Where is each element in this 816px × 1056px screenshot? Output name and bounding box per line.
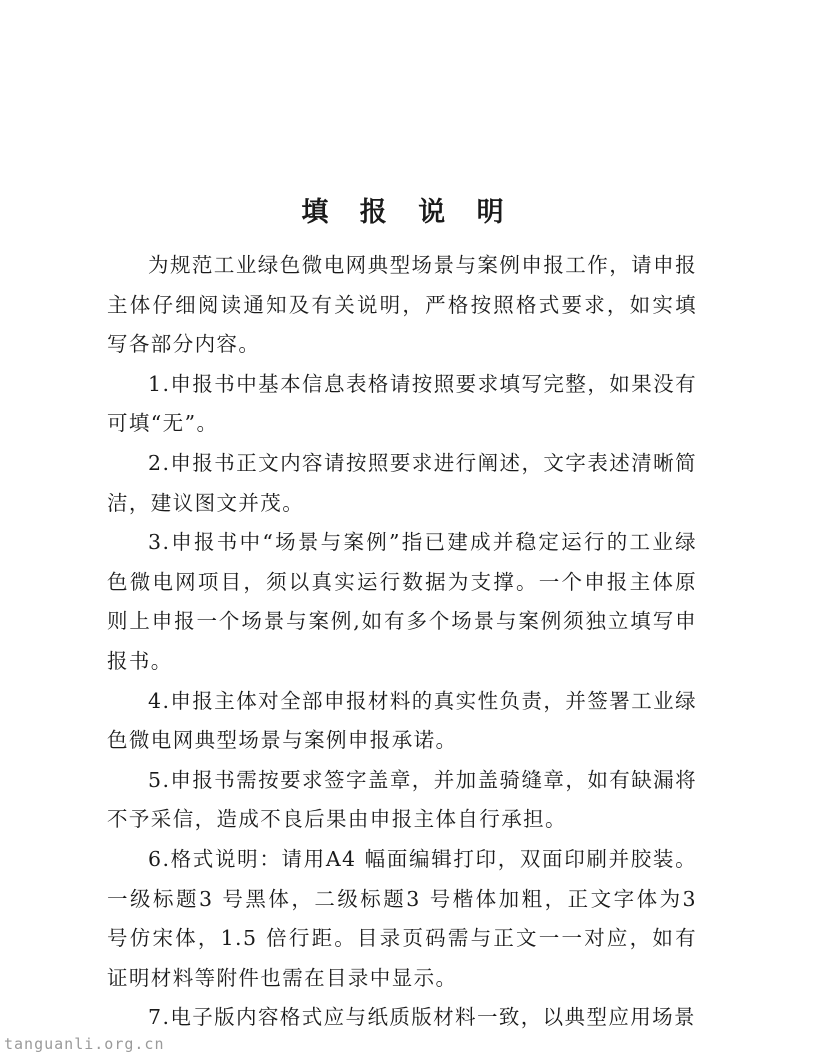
instruction-item-2: 2.申报书正文内容请按照要求进行阐述，文字表述清晰简洁，建议图文并茂。 <box>107 450 697 515</box>
page-title: 填 报 说 明 <box>301 197 515 228</box>
instruction-item-3: 3.申报书中“场景与案例”指已建成并稳定运行的工业绿色微电网项目，须以真实运行数据为支撑。一个申报主体原则上申报一个场景与案例,如有多个场景与案例须独立填写申报书。 <box>107 530 697 673</box>
instructions-body <box>107 246 697 1038</box>
instruction-item-6: 6.格式说明：请用A4 幅面编辑打印，双面印刷并胶装。一级标题3 号黑体，二级标题3 号楷体加粗，正文字体为3 号仿宋体，1.5 倍行距。目录页码需与正文一一对应，如有证明材料等附件也需在目录中显示。 <box>107 846 697 990</box>
instruction-item-5: 5.申报书需按要求签字盖章，并加盖骑缝章，如有缺漏将不予采信，造成不良后果由申报主体自行承担。 <box>107 767 697 832</box>
instruction-item-7: 7.电子版内容格式应与纸质版材料一致，以典型应用场景 <box>148 1005 696 1030</box>
site-watermark: tanguanli.org.cn <box>4 1035 165 1053</box>
instruction-item-1: 1.申报书中基本信息表格请按照要求填写完整，如果没有可填“无”。 <box>107 371 697 436</box>
intro-paragraph: 为规范工业绿色微电网典型场景与案例申报工作，请申报主体仔细阅读通知及有关说明，严格按照格式要求，如实填写各部分内容。 <box>107 253 697 357</box>
instruction-item-4: 4.申报主体对全部申报材料的真实性负责，并签署工业绿色微电网典型场景与案例申报承诺。 <box>107 688 697 753</box>
